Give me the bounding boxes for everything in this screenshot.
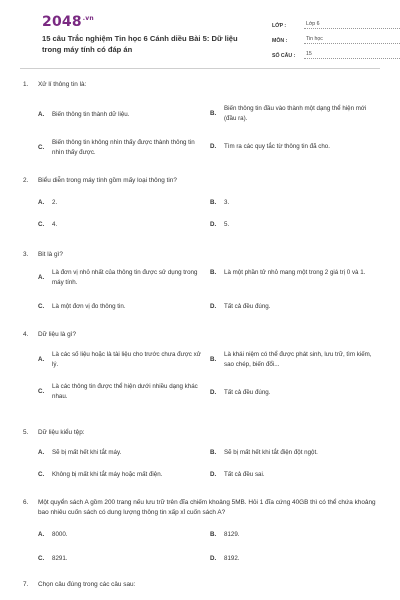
option-b[interactable] [210,530,375,540]
option-letter: A. [38,449,45,456]
option-d[interactable] [210,554,375,564]
option-letter: C. [38,303,45,310]
option-c[interactable] [38,382,203,402]
question-number: 7. [23,581,29,588]
question-number: 3. [23,251,29,258]
option-d[interactable] [210,388,375,398]
meta-value: Lớp 6 [304,21,400,29]
option-text: 5. [224,221,230,228]
option-c[interactable] [38,220,203,230]
option-b[interactable] [210,198,375,208]
question-text: Chọn câu đúng trong các câu sau: [38,581,136,588]
meta-label: LỚP : [272,23,287,29]
option-letter: D. [210,303,217,310]
option-d[interactable] [210,302,375,312]
question-6 [20,498,380,578]
option-text: 3. [224,199,230,206]
option-letter: A. [38,531,45,538]
question-4 [20,330,380,420]
option-d[interactable] [210,220,375,230]
option-a[interactable] [38,198,203,208]
option-a[interactable] [38,268,203,288]
question-text: Biểu diễn trong máy tính gồm mấy loại thông tin? [38,177,177,184]
option-a[interactable] [38,448,203,458]
option-text: Tìm ra các quy tắc từ thông tin đã cho. [224,143,330,150]
option-text: Là đơn vị nhỏ nhất của thông tin được sử dụng trong máy tính. [52,269,198,286]
question-number: 5. [23,429,29,436]
question-2 [20,176,380,236]
meta-value: Tin học [304,36,400,44]
meta-label: MÔN : [272,38,288,44]
option-text: Là các số liệu hoặc là tài liệu cho trước chưa được xử lý. [52,351,201,368]
option-c[interactable] [38,138,203,158]
question-text: Dữ liệu kiểu tệp: [38,429,85,436]
logo-main-text: 2048 [42,14,82,30]
meta-value: 15 [304,51,400,59]
option-text: Tất cả đều đúng. [224,389,271,396]
option-text: Không bị mất khi tắt máy hoặc mất điện. [52,471,163,478]
option-c[interactable] [38,470,203,480]
option-text: 8192. [224,555,240,562]
option-a[interactable] [38,350,203,370]
option-b[interactable] [210,448,375,458]
question-5 [20,428,380,488]
option-letter: A. [38,199,45,206]
question-number: 1. [23,81,29,88]
option-letter: B. [210,110,217,117]
meta-row-question-count [272,44,400,59]
option-c[interactable] [38,302,203,312]
question-number: 2. [23,177,29,184]
option-b[interactable] [210,350,375,370]
meta-row-subject [272,29,400,44]
option-text: Tất cả đều sai. [224,471,265,478]
option-text: Là các thông tin được thể hiện dưới nhiều dạng khác nhau. [52,383,198,400]
option-text: 8129. [224,531,240,538]
option-letter: A. [38,274,45,281]
option-text: Biến thông tin thành dữ liệu. [52,111,130,118]
question-1 [20,80,380,160]
option-text: Biến thông tin đầu vào thành một dạng thể hiện mới (đầu ra). [224,105,367,122]
option-text: 2. [52,199,58,206]
option-text: Là một phần tử nhỏ mang một trong 2 giá trị 0 và 1. [224,269,366,276]
meta-row-class [272,14,400,29]
option-text: Sẽ bị mất hết khi tắt máy. [52,449,122,456]
header-divider [20,68,380,69]
option-text: Biến thông tin không nhìn thấy được thành thông tin nhìn thấy được. [52,139,195,156]
question-stem [20,498,380,518]
option-letter: D. [210,555,217,562]
option-c[interactable] [38,554,203,564]
document-header [20,0,380,68]
question-text: Bit là gì? [38,251,63,258]
meta-label: SỐ CÂU : [272,53,296,59]
option-letter: A. [38,111,45,118]
logo-suffix-text: .vn [82,15,94,23]
option-text: Là một đơn vị đo thông tin. [52,303,126,310]
option-letter: D. [210,221,217,228]
option-b[interactable] [210,104,375,124]
option-d[interactable] [210,142,375,152]
question-stem [20,330,380,340]
question-stem [20,580,380,590]
option-letter: D. [210,143,217,150]
option-letter: C. [38,221,45,228]
option-a[interactable] [38,530,203,540]
site-logo[interactable] [42,14,94,30]
option-letter: B. [210,199,217,206]
option-letter: C. [38,144,45,151]
question-text: Xử lí thông tin là: [38,81,87,88]
option-letter: A. [38,356,45,363]
question-7 [20,580,380,594]
option-letter: D. [210,389,217,396]
question-stem [20,176,380,186]
option-letter: C. [38,471,45,478]
option-a[interactable] [38,110,203,120]
option-letter: D. [210,471,217,478]
document-meta [272,14,400,59]
option-letter: C. [38,388,45,395]
option-letter: B. [210,356,217,363]
question-stem [20,80,380,90]
option-text: Là khái niệm có thể được phát sinh, lưu trữ, tìm kiếm, sao chép, biến đổi... [224,351,372,368]
question-number: 6. [23,499,29,506]
document-title: 15 câu Trắc nghiệm Tin học 6 Cánh diều Bài 5: Dữ liệu trong máy tính có đáp án [42,34,238,54]
question-text: Dữ liệu là gì? [38,331,77,338]
option-letter: B. [210,269,217,276]
option-text: Tất cả đều đúng. [224,303,271,310]
option-b[interactable] [210,268,375,278]
question-stem [20,250,380,260]
question-text: Một quyển sách A gồm 200 trang nếu lưu trữ trên đĩa chiếm khoảng 5MB. Hỏi 1 đĩa cứng 40GB thì có thể chứa khoảng bao nhiêu cuốn sách có dung lượng thông tin xấp xỉ cuốn sách A? [38,499,376,516]
question-stem [20,428,380,438]
question-3 [20,250,380,320]
option-letter: B. [210,531,217,538]
option-letter: B. [210,449,217,456]
option-text: 8000. [52,531,68,538]
option-letter: C. [38,555,45,562]
option-text: 8291. [52,555,68,562]
question-number: 4. [23,331,29,338]
option-text: Sẽ bị mất hết khi tắt điện đột ngột. [224,449,318,456]
option-text: 4. [52,221,58,228]
option-d[interactable] [210,470,375,480]
